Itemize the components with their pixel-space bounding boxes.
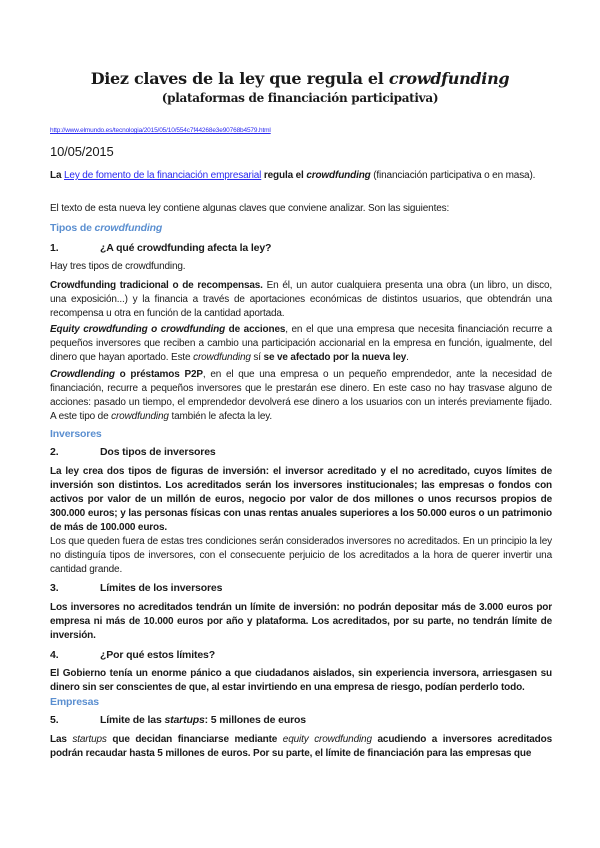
item-number: 3.	[50, 582, 59, 594]
paragraph: Los que queden fuera de estas tres condiciones serán considerados inversores no acreditados. En un principio la ley no distinguía tipos de inversores, con el consecuente perjuicio de los acreditados a la hora de querer invertir una cantidad grande.	[50, 536, 552, 575]
item-number: 1.	[50, 242, 59, 254]
text: , en el que una empresa o un pequeño emprendedor, ante la necesidad de financiación, recurre a pequeños inversores que le prestarán ese dinero. En este caso no hay trasvase alguno de acciones: pasado un tiempo, el emprendedor devolverá ese dinero a los usuarios con un interés previamente fijado. A este tipo de	[50, 369, 552, 422]
text: crowdfunding	[306, 170, 371, 181]
source-link[interactable]: http://www.elmundo.es/tecnologia/2015/05/10/554c7f44268e3e90768b4579.html	[50, 127, 271, 134]
text: En él, un autor cualquiera presenta una obra (un libro, un disco, una exposición...) y la financia a través de aportaciones económicas de distintos usuarios, que obtendrán una recompensa u otra en función de la cantidad aportada.	[50, 280, 552, 319]
text: inversor acreditado y el no acreditado	[285, 466, 468, 477]
text: sí	[250, 352, 264, 363]
text: La ley crea dos tipos de figuras de inversión: el	[50, 466, 286, 477]
item-title: Límites de los inversores	[100, 582, 223, 594]
document-title	[0, 69, 600, 88]
paragraph	[50, 465, 552, 535]
paragraph: Hay tres tipos de crowdfunding.	[50, 261, 186, 272]
text: (financiación participativa o en masa).	[370, 170, 536, 181]
title-text: Diez claves de la ley que regula el	[90, 69, 389, 88]
item-title: : 5 millones de euros	[204, 714, 306, 726]
text: equity crowdfunding	[282, 734, 372, 745]
item-title: ¿Por qué estos límites?	[100, 649, 215, 661]
text: Las	[50, 734, 73, 745]
paragraph	[50, 733, 552, 761]
text: también le afecta la ley.	[168, 411, 273, 422]
item-heading-2	[50, 445, 552, 459]
text: , cuyos límites de inversión son distintos. Los acreditados serán los inversores institucionales; las empresas o fondos con activos por valor de un millón de euros, negocio por valor de dos millones o unos recursos propios de 300.000 euros; y las personas físicas con unas rentas anuales superiores a los 50.000 euros o un patrimonio de más de 100.000 euros.	[50, 466, 552, 533]
item-title: ¿A qué crowdfunding afecta la ley?	[100, 242, 272, 254]
text: , en el que una empresa que necesita financiación recurre a pequeños inversores que reciben a cambio una participación accionarial en la empresa en función, igualmente, del dinero que hayan aportado. Este	[50, 324, 552, 363]
paragraph	[50, 279, 552, 321]
intro-paragraph	[50, 169, 552, 183]
text: Crowdfunding tradicional o de recompensas.	[50, 280, 263, 291]
law-link[interactable]: Ley de fomento de la financiación empresarial	[64, 170, 262, 181]
document-subtitle: (plataformas de financiación participativa)	[161, 91, 439, 105]
text: o préstamos P2P	[114, 369, 203, 380]
text: acudiendo a inversores acreditados podrán recaudar hasta 5 millones de euros. Por su parte, el límite de financiación para las empresas que	[50, 734, 552, 759]
item-heading-3	[50, 581, 552, 595]
paragraph	[50, 323, 552, 365]
paragraph	[50, 368, 552, 424]
text: crowdfunding	[193, 352, 251, 363]
item-heading-1	[50, 241, 552, 255]
intro-paragraph-2: El texto de esta nueva ley contiene algunas claves que conviene analizar. Son las siguientes:	[50, 203, 450, 214]
text: se ve afectado por la nueva ley	[263, 352, 407, 363]
text: que decidan financiarse mediante	[106, 734, 283, 745]
date: 10/05/2015	[50, 144, 114, 159]
section-heading-empresas: Empresas	[50, 696, 99, 708]
text: crowdfunding	[94, 222, 163, 234]
item-heading-5	[50, 713, 552, 727]
text: Equity crowdfunding o crowdfunding	[50, 324, 226, 335]
text: de acciones	[225, 324, 286, 335]
item-number: 2.	[50, 446, 59, 458]
item-number: 5.	[50, 714, 59, 726]
item-number: 4.	[50, 649, 59, 661]
item-title: Límite de las	[100, 714, 165, 726]
item-heading-4	[50, 648, 552, 662]
text: startups	[72, 734, 107, 745]
text: crowdfunding	[111, 411, 169, 422]
paragraph: El Gobierno tenía un enorme pánico a que ciudadanos aislados, sin experiencia inversora, arriesgasen su dinero sin ser conscientes de que, al estar invirtiendo en una empresa de riesgo, podían perderlo todo.	[50, 668, 552, 693]
text: regula el	[261, 170, 307, 181]
item-title: Dos tipos de inversores	[100, 446, 216, 458]
text: .	[406, 352, 409, 363]
item-title-italic: startups	[164, 714, 205, 726]
paragraph: Los inversores no acreditados tendrán un límite de inversión: no podrán depositar más de 3.000 euros por empresa ni más de 10.000 euros por año y plataforma. Los acreditados, por su parte, no tendrán límite de inversión.	[50, 602, 552, 641]
section-heading-tipos	[50, 221, 552, 235]
section-heading-inversores: Inversores	[50, 428, 102, 440]
text: La	[50, 170, 64, 181]
title-italic: crowdfunding	[388, 69, 510, 88]
text: Tipos de	[50, 222, 95, 234]
text: Crowdlending	[50, 369, 115, 380]
